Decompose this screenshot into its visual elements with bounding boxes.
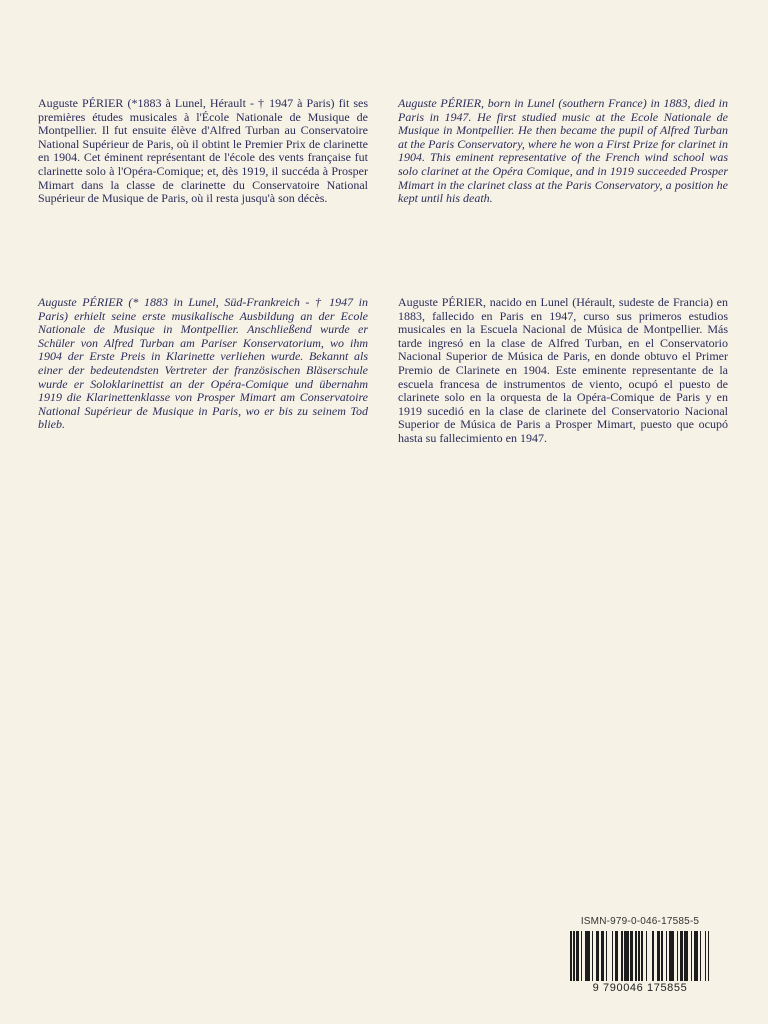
biography-german: Auguste PÉRIER (* 1883 in Lunel, Süd-Frankreich - † 1947 in Paris) erhielt seine erste musikalische Ausbildung an der Ecole Nationale de Musique in Montpellier. Anschließend wurde er Schüler von Alfred Turban am Pariser Konservatorium, wo ihm 1904 der Erste Preis in Klarinette verliehen wurde. Bekannt als einer der bedeutendsten Vertreter der französischen Bläserschule wurde er Soloklarinettist an der Opéra-Comique und übernahm 1919 die Klarinettenklasse von Prosper Mimart am Conservatoire National Supérieur de Musique in Paris, wo er bis zu seinem Tod blieb. [38, 295, 368, 432]
biography-french: Auguste PÉRIER (*1883 à Lunel, Hérault - † 1947 à Paris) fit ses premières études musicales à l'École Nationale de Musique de Montpellier. Il fut ensuite élève d'Alfred Turban au Conservatoire National Supérieur de Paris, où il obtint le Premier Prix de clarinette en 1904. Cet éminent représentant de l'école des vents française fut clarinette solo à l'Opéra-Comique; et, dès 1919, il succéda à Prosper Mimart dans la classe de clarinette du Conservatoire National Supérieur de Musique de Paris, où il resta jusqu'à son décès. [38, 96, 368, 206]
barcode-bar [708, 931, 710, 981]
barcode-bars [570, 931, 710, 981]
ismn-label: ISMN-979-0-046-17585-5 [580, 916, 700, 927]
biography-spanish: Auguste PÉRIER, nacido en Lunel (Hérault, sudeste de Francia) en 1883, fallecido en Paris en 1947, curso sus primeros estudios musicales en la Escuela Nacional de Música de Montpellier. Más tarde ingresó en la clase de Alfred Turban, en el Conservatorio Nacional Superior de Música de Paris, en donde obtuvo el Primer Premio de Clarinete en 1904. Este eminente representante de la escuela francesa de instrumentos de viento, ocupó el puesto de clarinete solo en la orquesta de la Opéra-Comique de Paris y en 1919 sucedió en la clase de clarinete del Conservatorio Nacional Superior de Música de Paris a Prosper Mimart, puesto que ocupó hasta su fallecimiento en 1947. [398, 295, 728, 445]
ismn-barcode [562, 916, 718, 996]
barcode-digits: 9 790046 175855 [592, 982, 688, 994]
biography-english: Auguste PÉRIER, born in Lunel (southern France) in 1883, died in Paris in 1947. He first studied music at the Ecole Nationale de Musique in Montpellier. He then became the pupil of Alfred Turban at the Paris Conservatory, where he won a First Prize for clarinet in 1904. This eminent representative of the French wind school was solo clarinet at the Opéra Comique, and in 1919 succeeded Prosper Mimart in the clarinet class at the Paris Conservatory, a position he kept until his death. [398, 96, 728, 206]
